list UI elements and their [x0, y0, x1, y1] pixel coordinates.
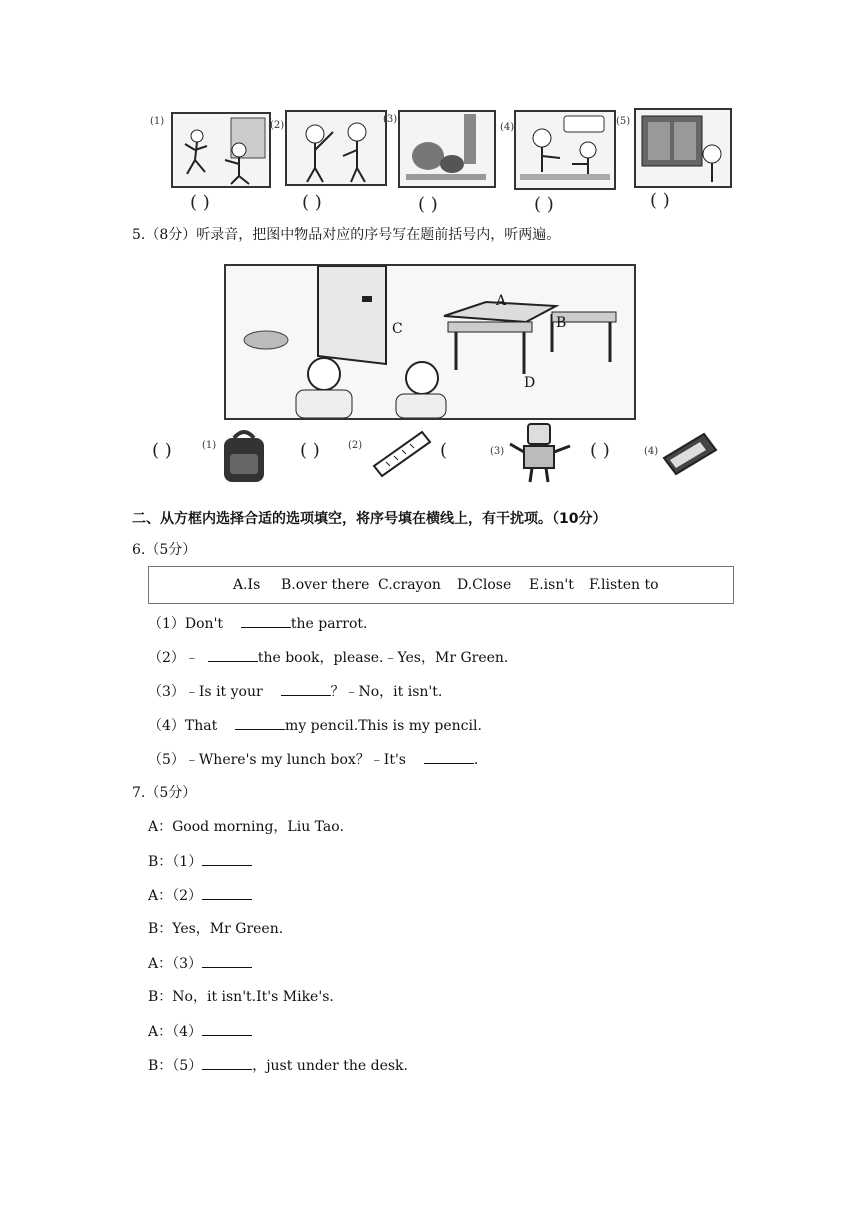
q5-stem: 5.（8分）听录音，把图中物品对应的序号写在题前括号内，听两遍。 [132, 227, 561, 243]
q6-item-2-post: the book，please.﹣Yes，Mr Green. [257, 650, 509, 666]
scene-label-c: C [392, 321, 403, 337]
q6-stem: 6.（5分） [132, 542, 197, 558]
answer-paren-4[interactable]: ( ) [534, 194, 554, 215]
q7-line-5-text: A：（3） [148, 956, 203, 972]
classroom-illustration [226, 266, 634, 418]
option-f: F.listen to [589, 577, 659, 593]
scene-label-b: B [556, 315, 567, 331]
q7-line-7 [148, 1022, 252, 1041]
q7-line-8-post: ，just under the desk. [252, 1058, 408, 1074]
q6-item-3-blank[interactable] [281, 682, 331, 696]
q7-line-8-text: B：（5） [148, 1058, 203, 1074]
q6-item-4-blank[interactable] [235, 716, 285, 730]
q6-item-5 [148, 750, 478, 769]
q7-line-1 [148, 818, 344, 836]
two-people-illustration [287, 112, 385, 184]
schoolbag-icon [216, 426, 276, 486]
q6-item-1-pre: （1）Don't [148, 616, 224, 632]
q7-line-7-blank[interactable] [202, 1022, 252, 1036]
q5-paren-3[interactable]: ( [440, 440, 448, 461]
q5-num-2: (2) [348, 440, 363, 451]
q7-line-1-text: A：Good morning，Liu Tao. [148, 819, 344, 835]
q7-line-8 [148, 1056, 408, 1075]
q7-line-7-text: A：（4） [148, 1024, 203, 1040]
q7-line-6 [148, 988, 334, 1006]
q5-num-3: (3) [490, 446, 505, 457]
picture-2-number: (2) [270, 120, 285, 131]
option-a: A.Is [233, 577, 261, 593]
q7-line-2-blank[interactable] [202, 852, 252, 866]
robot-icon [506, 420, 576, 486]
q6-item-1-post: the parrot. [290, 616, 368, 632]
section-2-heading: 二、从方框内选择合适的选项填空，将序号填在横线上，有干扰项。（10分） [132, 511, 607, 527]
q7-line-2 [148, 852, 252, 871]
q7-line-3 [148, 886, 252, 905]
q7-line-3-blank[interactable] [202, 886, 252, 900]
picture-4-number: (4) [500, 122, 515, 133]
q6-item-4-pre: （4）That [148, 718, 218, 734]
q6-item-5-post: . [473, 752, 479, 768]
q6-item-4 [148, 716, 482, 735]
classroom-scene [224, 264, 636, 420]
q6-item-2-pre: （2）﹣ [148, 650, 199, 666]
q7-line-8-blank[interactable] [202, 1056, 252, 1070]
teacher-and-student-illustration [516, 112, 614, 188]
option-e: E.isn't [529, 577, 574, 593]
q6-item-4-post: my pencil.This is my pencil. [285, 718, 482, 734]
q6-item-3 [148, 682, 442, 701]
q5-num-4: (4) [644, 446, 659, 457]
pencil-case-icon [660, 430, 720, 480]
q6-item-1-blank[interactable] [241, 614, 291, 628]
kids-running-illustration [173, 114, 269, 186]
q7-line-4-text: B：Yes，Mr Green. [148, 921, 284, 937]
picture-3 [398, 110, 496, 188]
q7-stem: 7.（5分） [132, 785, 197, 801]
q6-item-5-pre: （5）﹣Where's my lunch box？﹣It's [148, 752, 406, 768]
q7-line-5-blank[interactable] [202, 954, 252, 968]
q7-line-3-text: A：（2） [148, 888, 203, 904]
picture-1-number: (1) [150, 116, 165, 127]
q7-line-5 [148, 954, 252, 973]
q6-item-5-blank[interactable] [424, 750, 474, 764]
animals-illustration [400, 112, 494, 186]
q6-item-3-post: ？﹣No，it isn't. [330, 684, 443, 700]
answer-paren-5[interactable]: ( ) [650, 190, 670, 211]
picture-2 [285, 110, 387, 186]
q6-item-1 [148, 614, 367, 633]
options-box [148, 566, 734, 604]
picture-1 [171, 112, 271, 188]
q6-item-2 [148, 648, 508, 667]
option-b: B.over there [281, 577, 370, 593]
q7-line-6-text: B：No，it isn't.It's Mike's. [148, 989, 334, 1005]
window-illustration [636, 110, 730, 186]
q5-paren-1[interactable]: ( ) [152, 440, 172, 461]
option-d: D.Close [457, 577, 512, 593]
q7-line-4 [148, 920, 283, 938]
answer-paren-2[interactable]: ( ) [302, 192, 322, 213]
q5-paren-4[interactable]: ( ) [590, 440, 610, 461]
option-c: C.crayon [378, 577, 441, 593]
q5-num-1: (1) [202, 440, 217, 451]
answer-paren-1[interactable]: ( ) [190, 192, 210, 213]
scene-label-a: A [496, 293, 507, 309]
picture-5 [634, 108, 732, 188]
answer-paren-3[interactable]: ( ) [418, 194, 438, 215]
q5-paren-2[interactable]: ( ) [300, 440, 320, 461]
ruler-icon [372, 428, 432, 478]
q6-item-2-blank[interactable] [208, 648, 258, 662]
picture-3-number: (3) [383, 114, 398, 125]
picture-5-number: (5) [616, 116, 631, 127]
picture-4 [514, 110, 616, 190]
q7-line-2-text: B：（1） [148, 854, 203, 870]
scene-label-d: D [524, 375, 536, 391]
q6-item-3-pre: （3）﹣Is it your [148, 684, 263, 700]
